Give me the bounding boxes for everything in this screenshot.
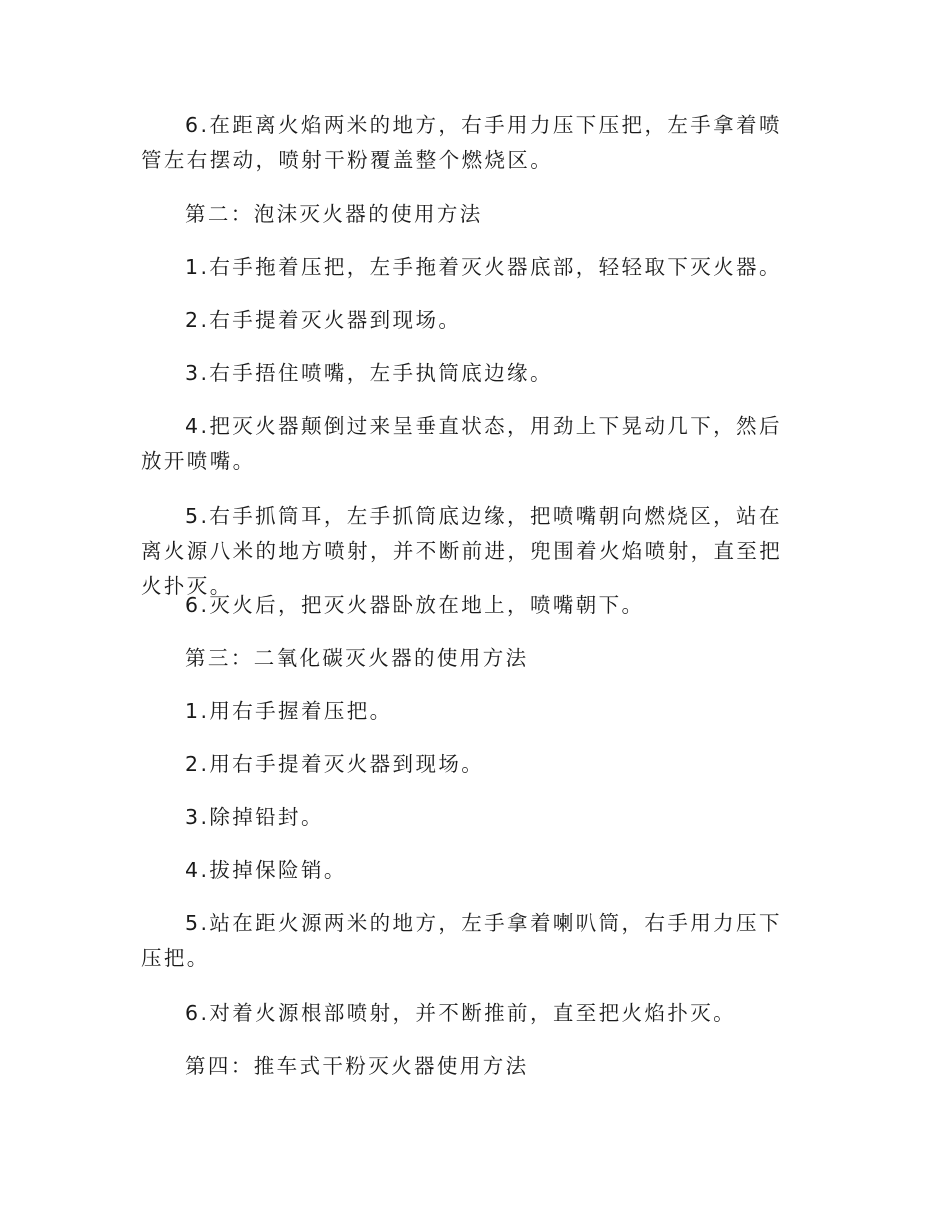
- paragraph-co2-step-6: 6.对着火源根部喷射，并不断推前，直至把火焰扑灭。: [185, 1001, 737, 1025]
- heading-cart-dry-powder-extinguisher: 第四：推车式干粉灭火器使用方法: [185, 1054, 529, 1078]
- paragraph-foam-step-1: 1.右手拖着压把，左手拖着灭火器底部，轻轻取下灭火器。: [185, 255, 782, 279]
- paragraph-co2-step-2: 2.用右手提着灭火器到现场。: [185, 752, 485, 776]
- paragraph-foam-step-5: 5.右手抓筒耳，左手抓筒底边缘，把喷嘴朝向燃烧区，站在离火源八米的地方喷射，并不断前进，兜围着火焰喷射，直至把火扑灭。: [141, 504, 783, 598]
- heading-foam-extinguisher: 第二：泡沫灭火器的使用方法: [185, 202, 483, 226]
- paragraph-foam-step-2: 2.右手提着灭火器到现场。: [185, 308, 462, 332]
- paragraph-co2-step-4: 4.拔掉保险销。: [185, 858, 347, 882]
- paragraph-foam-step-6: 6.灭火后，把灭火器卧放在地上，喷嘴朝下。: [185, 593, 645, 617]
- paragraph-co2-step-5: 5.站在距火源两米的地方，左手拿着喇叭筒，右手用力压下压把。: [141, 911, 782, 970]
- paragraph-foam-step-4: 4.把灭火器颠倒过来呈垂直状态，用劲上下晃动几下，然后放开喷嘴。: [141, 414, 782, 473]
- heading-co2-extinguisher: 第三：二氧化碳灭火器的使用方法: [185, 646, 529, 670]
- paragraph-co2-step-3: 3.除掉铅封。: [185, 805, 324, 829]
- paragraph-co2-step-1: 1.用右手握着压把。: [185, 699, 393, 723]
- paragraph-dry-powder-step-6: 6.在距离火焰两米的地方，右手用力压下压把，左手拿着喷管左右摆动，喷射干粉覆盖整个燃烧区。: [141, 113, 782, 172]
- paragraph-foam-step-3: 3.右手捂住喷嘴，左手执筒底边缘。: [185, 361, 553, 385]
